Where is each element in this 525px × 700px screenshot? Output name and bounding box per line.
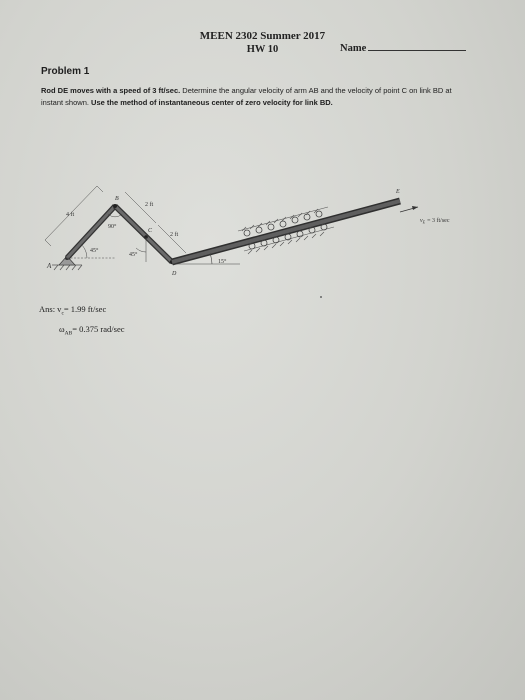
joint-b: [113, 204, 117, 208]
velocity-arrow-head: [412, 206, 418, 210]
problem-text-method: Use the method of instantaneous center of zero velocity for link BD.: [88, 98, 333, 107]
name-label: Name: [340, 43, 367, 54]
label-e: E: [396, 189, 400, 195]
angle-arc-a: [81, 244, 87, 258]
omega-value: = 0.375 rad/sec: [72, 324, 125, 334]
answer-vc-value: = 1.99 ft/sec: [63, 304, 107, 314]
label-angle-b: 90°: [108, 224, 117, 230]
label-angle-a: 45°: [90, 248, 99, 254]
ground-hatch-a: [52, 265, 82, 270]
answer-vc-subscript: c: [61, 310, 64, 317]
omega-subscript: AB: [64, 330, 73, 337]
angle-arc-c: [136, 248, 146, 252]
label-length-ab: 4 ft: [66, 212, 75, 218]
label-angle-c: 45°: [129, 252, 138, 258]
problem-text-task: Determine the angular velocity of arm AB and the velocity of point C on link BD at instant shown.: [41, 86, 452, 107]
label-length-bc: 2 ft: [145, 202, 154, 208]
label-a: A: [47, 262, 52, 270]
answer-prefix: Ans: v: [39, 304, 62, 314]
paper-speck: [320, 296, 322, 298]
answer-omega-ab: [59, 324, 125, 337]
label-c: C: [148, 228, 153, 234]
omega-symbol: ω: [59, 324, 65, 334]
label-angle-d: 15°: [218, 259, 227, 265]
problem-text-given: Rod DE moves with a speed of 3 ft/sec.: [41, 86, 181, 95]
label-length-cd: 2 ft: [170, 232, 179, 238]
label-b: B: [115, 196, 119, 202]
label-velocity: $v_E = 3$ ft/sec: [420, 218, 450, 225]
course-title: MEEN 2302 Summer 2017: [199, 30, 326, 42]
hw-number: HW 10: [246, 44, 279, 55]
problem-title: Problem 1: [41, 66, 90, 77]
label-d: D: [172, 271, 177, 277]
answer-velocity-c: [39, 304, 106, 317]
